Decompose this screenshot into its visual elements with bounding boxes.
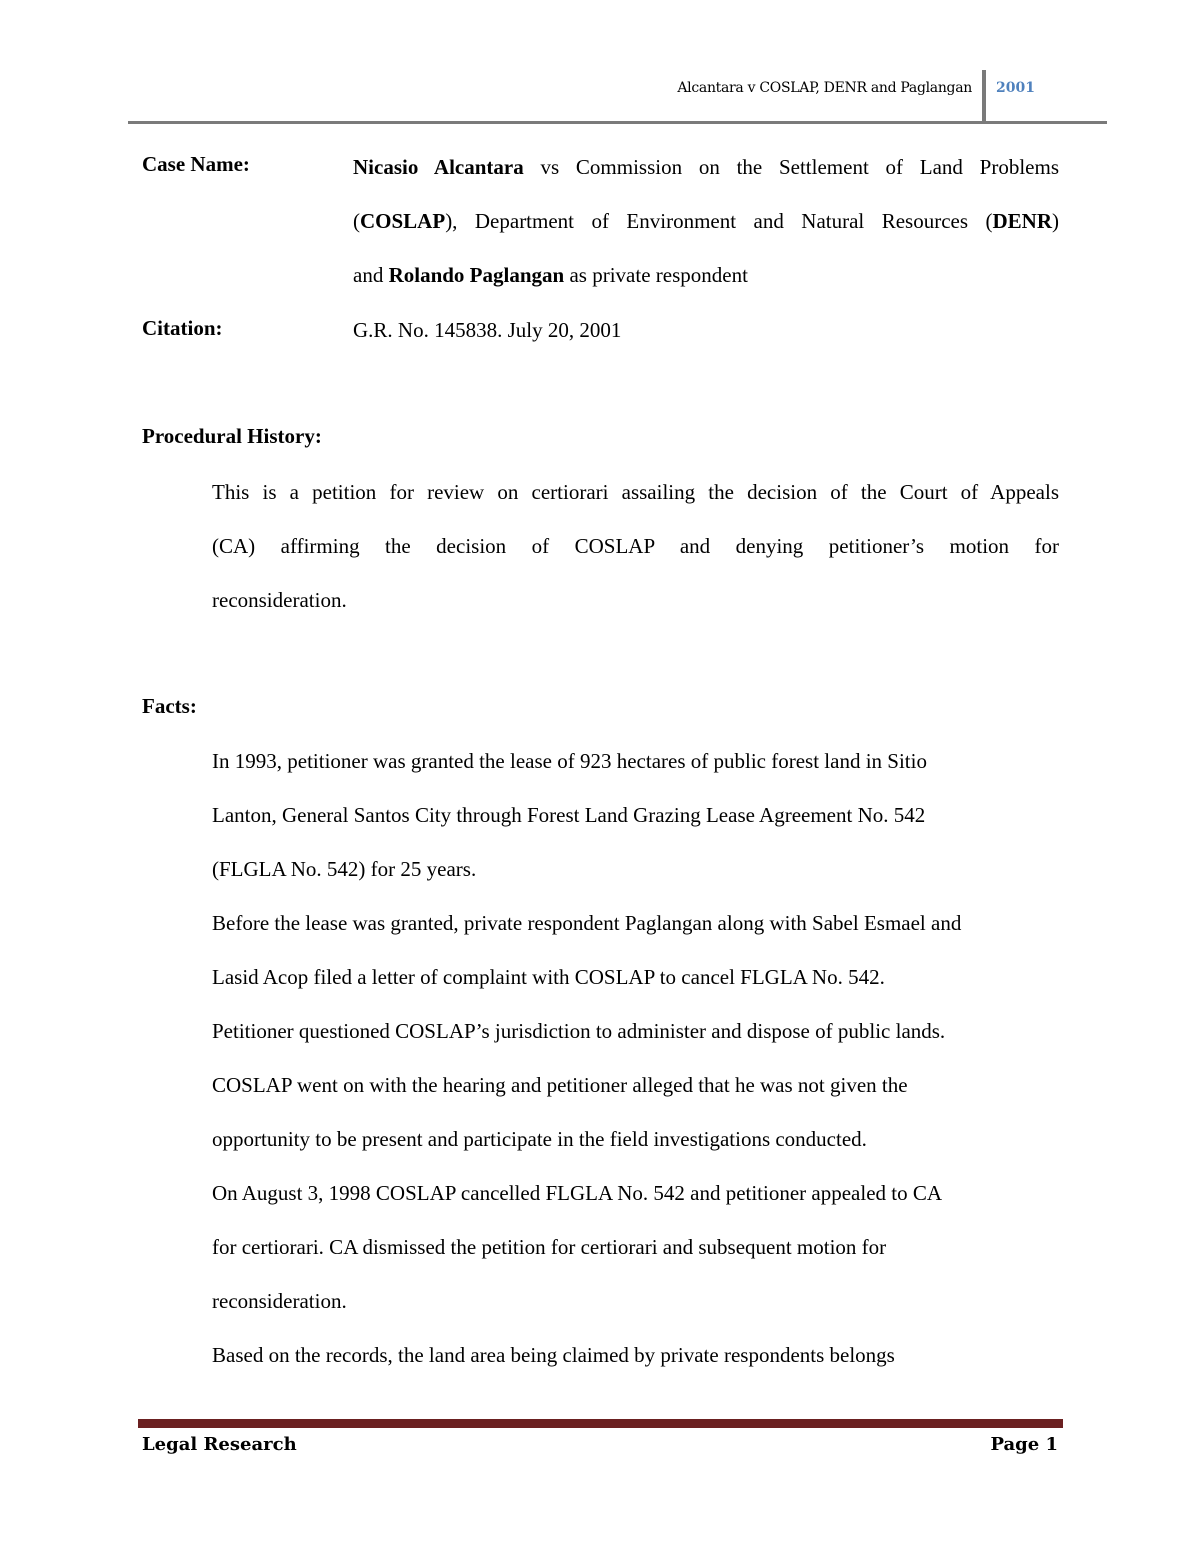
case-name-line-1-text: vs Commission on the Settlement of Land Problems [523,155,1059,179]
case-name-line-3-text: as private respondent [564,263,748,287]
facts-line: Petitioner questioned COSLAP’s jurisdiction to administer and dispose of public lands. [212,1019,946,1043]
facts-line: In 1993, petitioner was granted the lease of 923 hectares of public forest land in Sitio [212,749,927,773]
case-name-line-3-pre: and [353,263,389,287]
facts-line: opportunity to be present and participate in the field investigations conducted. [212,1127,867,1151]
running-header-year: 2001 [996,80,1035,96]
running-header-title: Alcantara v COSLAP, DENR and Paglangan [677,80,972,96]
footer-left-text: Legal Research [142,1434,297,1455]
procedural-history-heading: Procedural History: [142,424,322,448]
citation-label: Citation: [142,316,223,340]
facts-line: Lanton, General Santos City through Forest Land Grazing Lease Agreement No. 542 [212,803,926,827]
facts-line: Based on the records, the land area being claimed by private respondents belongs [212,1343,895,1367]
procedural-history-line: This is a petition for review on certiorari assailing the decision of the Court of Appeals [212,480,1059,504]
facts-line: reconsideration. [212,1289,347,1313]
facts-line: On August 3, 1998 COSLAP cancelled FLGLA No. 542 and petitioner appealed to CA [212,1181,943,1205]
footer-rule [138,1419,1063,1428]
facts-line: Before the lease was granted, private respondent Paglangan along with Sabel Esmael and [212,911,962,935]
facts-heading: Facts: [142,694,197,718]
citation-value [353,303,1059,357]
petitioner-name: Nicasio Alcantara [353,155,524,179]
case-name-line-1 [353,140,1059,194]
case-name-line-2 [353,194,1059,248]
case-name-line-3 [353,248,1059,302]
facts-line: COSLAP went on with the hearing and petitioner alleged that he was not given the [212,1073,908,1097]
procedural-history-line: reconsideration. [212,588,347,612]
respondent-denr: DENR [992,209,1052,233]
private-respondent-name: Rolando Paglangan [388,263,565,287]
facts-paragraph [212,734,1059,1382]
procedural-history-line: (CA) affirming the decision of COSLAP and denying petitioner’s motion for [212,534,1059,558]
facts-line: Lasid Acop filed a letter of complaint with COSLAP to cancel FLGLA No. 542. [212,965,885,989]
paren-open: ( [353,209,360,233]
facts-line: (FLGLA No. 542) for 25 years. [212,857,477,881]
facts-line: for certiorari. CA dismissed the petition for certiorari and subsequent motion for [212,1235,887,1259]
procedural-history-paragraph [212,465,1059,627]
citation-text: G.R. No. 145838. July 20, 2001 [353,318,622,342]
respondent-coslap: COSLAP [360,209,446,233]
case-name-label: Case Name: [142,152,250,176]
header-divider [982,70,986,124]
paren-close: ) [1052,209,1059,233]
page-number: Page 1 [990,1434,1058,1455]
header-rule [128,121,1107,124]
case-name-line-2-text: ), Department of Environment and Natural Resources ( [445,209,993,233]
case-name-value [353,140,1059,302]
